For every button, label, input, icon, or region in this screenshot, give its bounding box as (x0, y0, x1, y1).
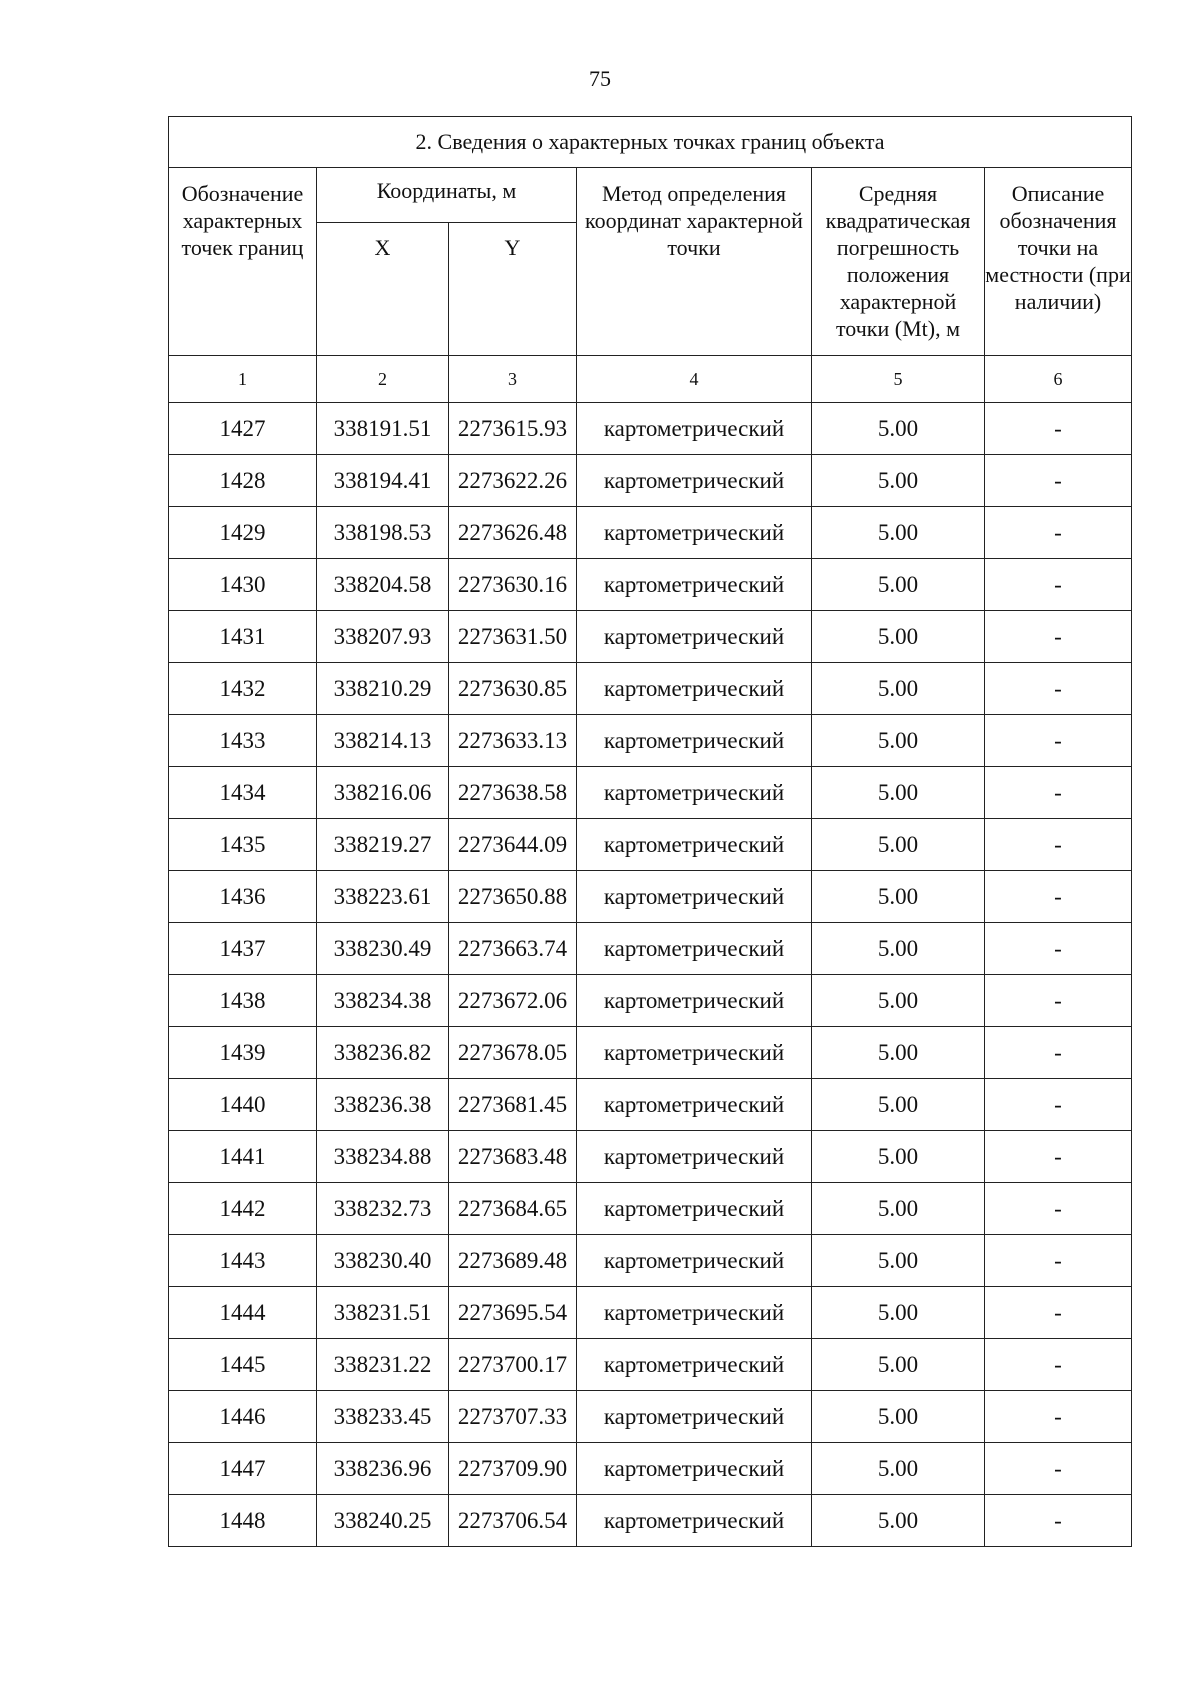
header-error: Средняя квадратическая погрешность положения характерной точки (Mt), м (812, 168, 985, 356)
point-id-cell: 1441 (169, 1131, 317, 1183)
y-coordinate-cell: 2273663.74 (449, 923, 577, 975)
y-coordinate-cell: 2273700.17 (449, 1339, 577, 1391)
point-id-cell: 1433 (169, 715, 317, 767)
column-number: 4 (577, 356, 812, 403)
point-id-cell: 1434 (169, 767, 317, 819)
description-cell: - (985, 1495, 1132, 1547)
error-cell: 5.00 (812, 1287, 985, 1339)
y-coordinate-cell: 2273681.45 (449, 1079, 577, 1131)
description-cell: - (985, 1183, 1132, 1235)
description-cell: - (985, 767, 1132, 819)
description-cell: - (985, 559, 1132, 611)
error-cell: 5.00 (812, 611, 985, 663)
x-coordinate-cell: 338236.82 (317, 1027, 449, 1079)
error-cell: 5.00 (812, 1183, 985, 1235)
table-row (169, 611, 1132, 663)
table-row (169, 1079, 1132, 1131)
column-number: 3 (449, 356, 577, 403)
header-y: Y (449, 223, 577, 356)
table-row (169, 1183, 1132, 1235)
column-number-row (169, 356, 1132, 403)
y-coordinate-cell: 2273615.93 (449, 403, 577, 455)
header-method: Метод определения координат характерной точки (577, 168, 812, 356)
point-id-cell: 1439 (169, 1027, 317, 1079)
error-cell: 5.00 (812, 1391, 985, 1443)
description-cell: - (985, 1131, 1132, 1183)
x-coordinate-cell: 338232.73 (317, 1183, 449, 1235)
table-row (169, 871, 1132, 923)
description-cell: - (985, 455, 1132, 507)
x-coordinate-cell: 338240.25 (317, 1495, 449, 1547)
x-coordinate-cell: 338214.13 (317, 715, 449, 767)
point-id-cell: 1443 (169, 1235, 317, 1287)
column-number: 6 (985, 356, 1132, 403)
y-coordinate-cell: 2273689.48 (449, 1235, 577, 1287)
method-cell: картометрический (577, 1391, 812, 1443)
error-cell: 5.00 (812, 663, 985, 715)
method-cell: картометрический (577, 455, 812, 507)
point-id-cell: 1427 (169, 403, 317, 455)
x-coordinate-cell: 338219.27 (317, 819, 449, 871)
method-cell: картометрический (577, 923, 812, 975)
description-cell: - (985, 663, 1132, 715)
boundary-points-table (168, 116, 1132, 1547)
point-id-cell: 1445 (169, 1339, 317, 1391)
y-coordinate-cell: 2273644.09 (449, 819, 577, 871)
point-id-cell: 1446 (169, 1391, 317, 1443)
y-coordinate-cell: 2273622.26 (449, 455, 577, 507)
error-cell: 5.00 (812, 1079, 985, 1131)
point-id-cell: 1435 (169, 819, 317, 871)
method-cell: картометрический (577, 1443, 812, 1495)
error-cell: 5.00 (812, 923, 985, 975)
column-number: 1 (169, 356, 317, 403)
point-id-cell: 1438 (169, 975, 317, 1027)
point-id-cell: 1440 (169, 1079, 317, 1131)
y-coordinate-cell: 2273695.54 (449, 1287, 577, 1339)
x-coordinate-cell: 338230.40 (317, 1235, 449, 1287)
x-coordinate-cell: 338223.61 (317, 871, 449, 923)
table-row (169, 1287, 1132, 1339)
point-id-cell: 1437 (169, 923, 317, 975)
method-cell: картометрический (577, 1183, 812, 1235)
method-cell: картометрический (577, 767, 812, 819)
x-coordinate-cell: 338231.51 (317, 1287, 449, 1339)
error-cell: 5.00 (812, 1235, 985, 1287)
table-row (169, 767, 1132, 819)
x-coordinate-cell: 338230.49 (317, 923, 449, 975)
x-coordinate-cell: 338198.53 (317, 507, 449, 559)
method-cell: картометрический (577, 1131, 812, 1183)
method-cell: картометрический (577, 1287, 812, 1339)
table-row (169, 1495, 1132, 1547)
y-coordinate-cell: 2273672.06 (449, 975, 577, 1027)
table-row (169, 975, 1132, 1027)
y-coordinate-cell: 2273626.48 (449, 507, 577, 559)
method-cell: картометрический (577, 663, 812, 715)
y-coordinate-cell: 2273630.16 (449, 559, 577, 611)
y-coordinate-cell: 2273630.85 (449, 663, 577, 715)
column-number: 5 (812, 356, 985, 403)
y-coordinate-cell: 2273684.65 (449, 1183, 577, 1235)
description-cell: - (985, 611, 1132, 663)
page-number: 75 (589, 66, 611, 91)
table-row (169, 1339, 1132, 1391)
y-coordinate-cell: 2273706.54 (449, 1495, 577, 1547)
method-cell: картометрический (577, 1339, 812, 1391)
description-cell: - (985, 1027, 1132, 1079)
description-cell: - (985, 1443, 1132, 1495)
x-coordinate-cell: 338236.38 (317, 1079, 449, 1131)
point-id-cell: 1444 (169, 1287, 317, 1339)
point-id-cell: 1448 (169, 1495, 317, 1547)
point-id-cell: 1430 (169, 559, 317, 611)
method-cell: картометрический (577, 559, 812, 611)
x-coordinate-cell: 338210.29 (317, 663, 449, 715)
y-coordinate-cell: 2273683.48 (449, 1131, 577, 1183)
table-row (169, 1131, 1132, 1183)
header-coordinates: Координаты, м (317, 168, 577, 223)
method-cell: картометрический (577, 403, 812, 455)
x-coordinate-cell: 338207.93 (317, 611, 449, 663)
description-cell: - (985, 507, 1132, 559)
x-coordinate-cell: 338204.58 (317, 559, 449, 611)
error-cell: 5.00 (812, 1131, 985, 1183)
method-cell: картометрический (577, 1495, 812, 1547)
point-id-cell: 1432 (169, 663, 317, 715)
table-row (169, 455, 1132, 507)
error-cell: 5.00 (812, 507, 985, 559)
point-id-cell: 1431 (169, 611, 317, 663)
table-row (169, 1235, 1132, 1287)
table-row (169, 1391, 1132, 1443)
table-row (169, 715, 1132, 767)
description-cell: - (985, 871, 1132, 923)
error-cell: 5.00 (812, 1027, 985, 1079)
point-id-cell: 1436 (169, 871, 317, 923)
table-row (169, 923, 1132, 975)
method-cell: картометрический (577, 715, 812, 767)
y-coordinate-cell: 2273638.58 (449, 767, 577, 819)
y-coordinate-cell: 2273678.05 (449, 1027, 577, 1079)
y-coordinate-cell: 2273633.13 (449, 715, 577, 767)
error-cell: 5.00 (812, 403, 985, 455)
point-id-cell: 1442 (169, 1183, 317, 1235)
point-id-cell: 1447 (169, 1443, 317, 1495)
x-coordinate-cell: 338191.51 (317, 403, 449, 455)
method-cell: картометрический (577, 1079, 812, 1131)
x-coordinate-cell: 338194.41 (317, 455, 449, 507)
description-cell: - (985, 1235, 1132, 1287)
description-cell: - (985, 1339, 1132, 1391)
method-cell: картометрический (577, 611, 812, 663)
header-description: Описание обозначения точки на местности (при наличии) (985, 168, 1132, 356)
y-coordinate-cell: 2273650.88 (449, 871, 577, 923)
error-cell: 5.00 (812, 819, 985, 871)
table-row (169, 507, 1132, 559)
table-row (169, 663, 1132, 715)
header-x: X (317, 223, 449, 356)
y-coordinate-cell: 2273709.90 (449, 1443, 577, 1495)
description-cell: - (985, 923, 1132, 975)
header-point-designation: Обозначение характерных точек границ (169, 168, 317, 356)
point-id-cell: 1428 (169, 455, 317, 507)
description-cell: - (985, 1391, 1132, 1443)
y-coordinate-cell: 2273707.33 (449, 1391, 577, 1443)
x-coordinate-cell: 338231.22 (317, 1339, 449, 1391)
x-coordinate-cell: 338216.06 (317, 767, 449, 819)
error-cell: 5.00 (812, 1495, 985, 1547)
method-cell: картометрический (577, 871, 812, 923)
description-cell: - (985, 403, 1132, 455)
method-cell: картометрический (577, 1235, 812, 1287)
section-title: 2. Сведения о характерных точках границ объекта (169, 117, 1132, 168)
error-cell: 5.00 (812, 871, 985, 923)
method-cell: картометрический (577, 1027, 812, 1079)
description-cell: - (985, 819, 1132, 871)
table-row (169, 1027, 1132, 1079)
table-row (169, 403, 1132, 455)
y-coordinate-cell: 2273631.50 (449, 611, 577, 663)
error-cell: 5.00 (812, 1443, 985, 1495)
description-cell: - (985, 975, 1132, 1027)
table-row (169, 1443, 1132, 1495)
x-coordinate-cell: 338236.96 (317, 1443, 449, 1495)
method-cell: картометрический (577, 975, 812, 1027)
table-row (169, 819, 1132, 871)
error-cell: 5.00 (812, 975, 985, 1027)
x-coordinate-cell: 338234.38 (317, 975, 449, 1027)
x-coordinate-cell: 338234.88 (317, 1131, 449, 1183)
description-cell: - (985, 1287, 1132, 1339)
error-cell: 5.00 (812, 715, 985, 767)
error-cell: 5.00 (812, 455, 985, 507)
description-cell: - (985, 1079, 1132, 1131)
error-cell: 5.00 (812, 559, 985, 611)
x-coordinate-cell: 338233.45 (317, 1391, 449, 1443)
error-cell: 5.00 (812, 767, 985, 819)
method-cell: картометрический (577, 507, 812, 559)
column-number: 2 (317, 356, 449, 403)
method-cell: картометрический (577, 819, 812, 871)
table-row (169, 559, 1132, 611)
point-id-cell: 1429 (169, 507, 317, 559)
error-cell: 5.00 (812, 1339, 985, 1391)
description-cell: - (985, 715, 1132, 767)
